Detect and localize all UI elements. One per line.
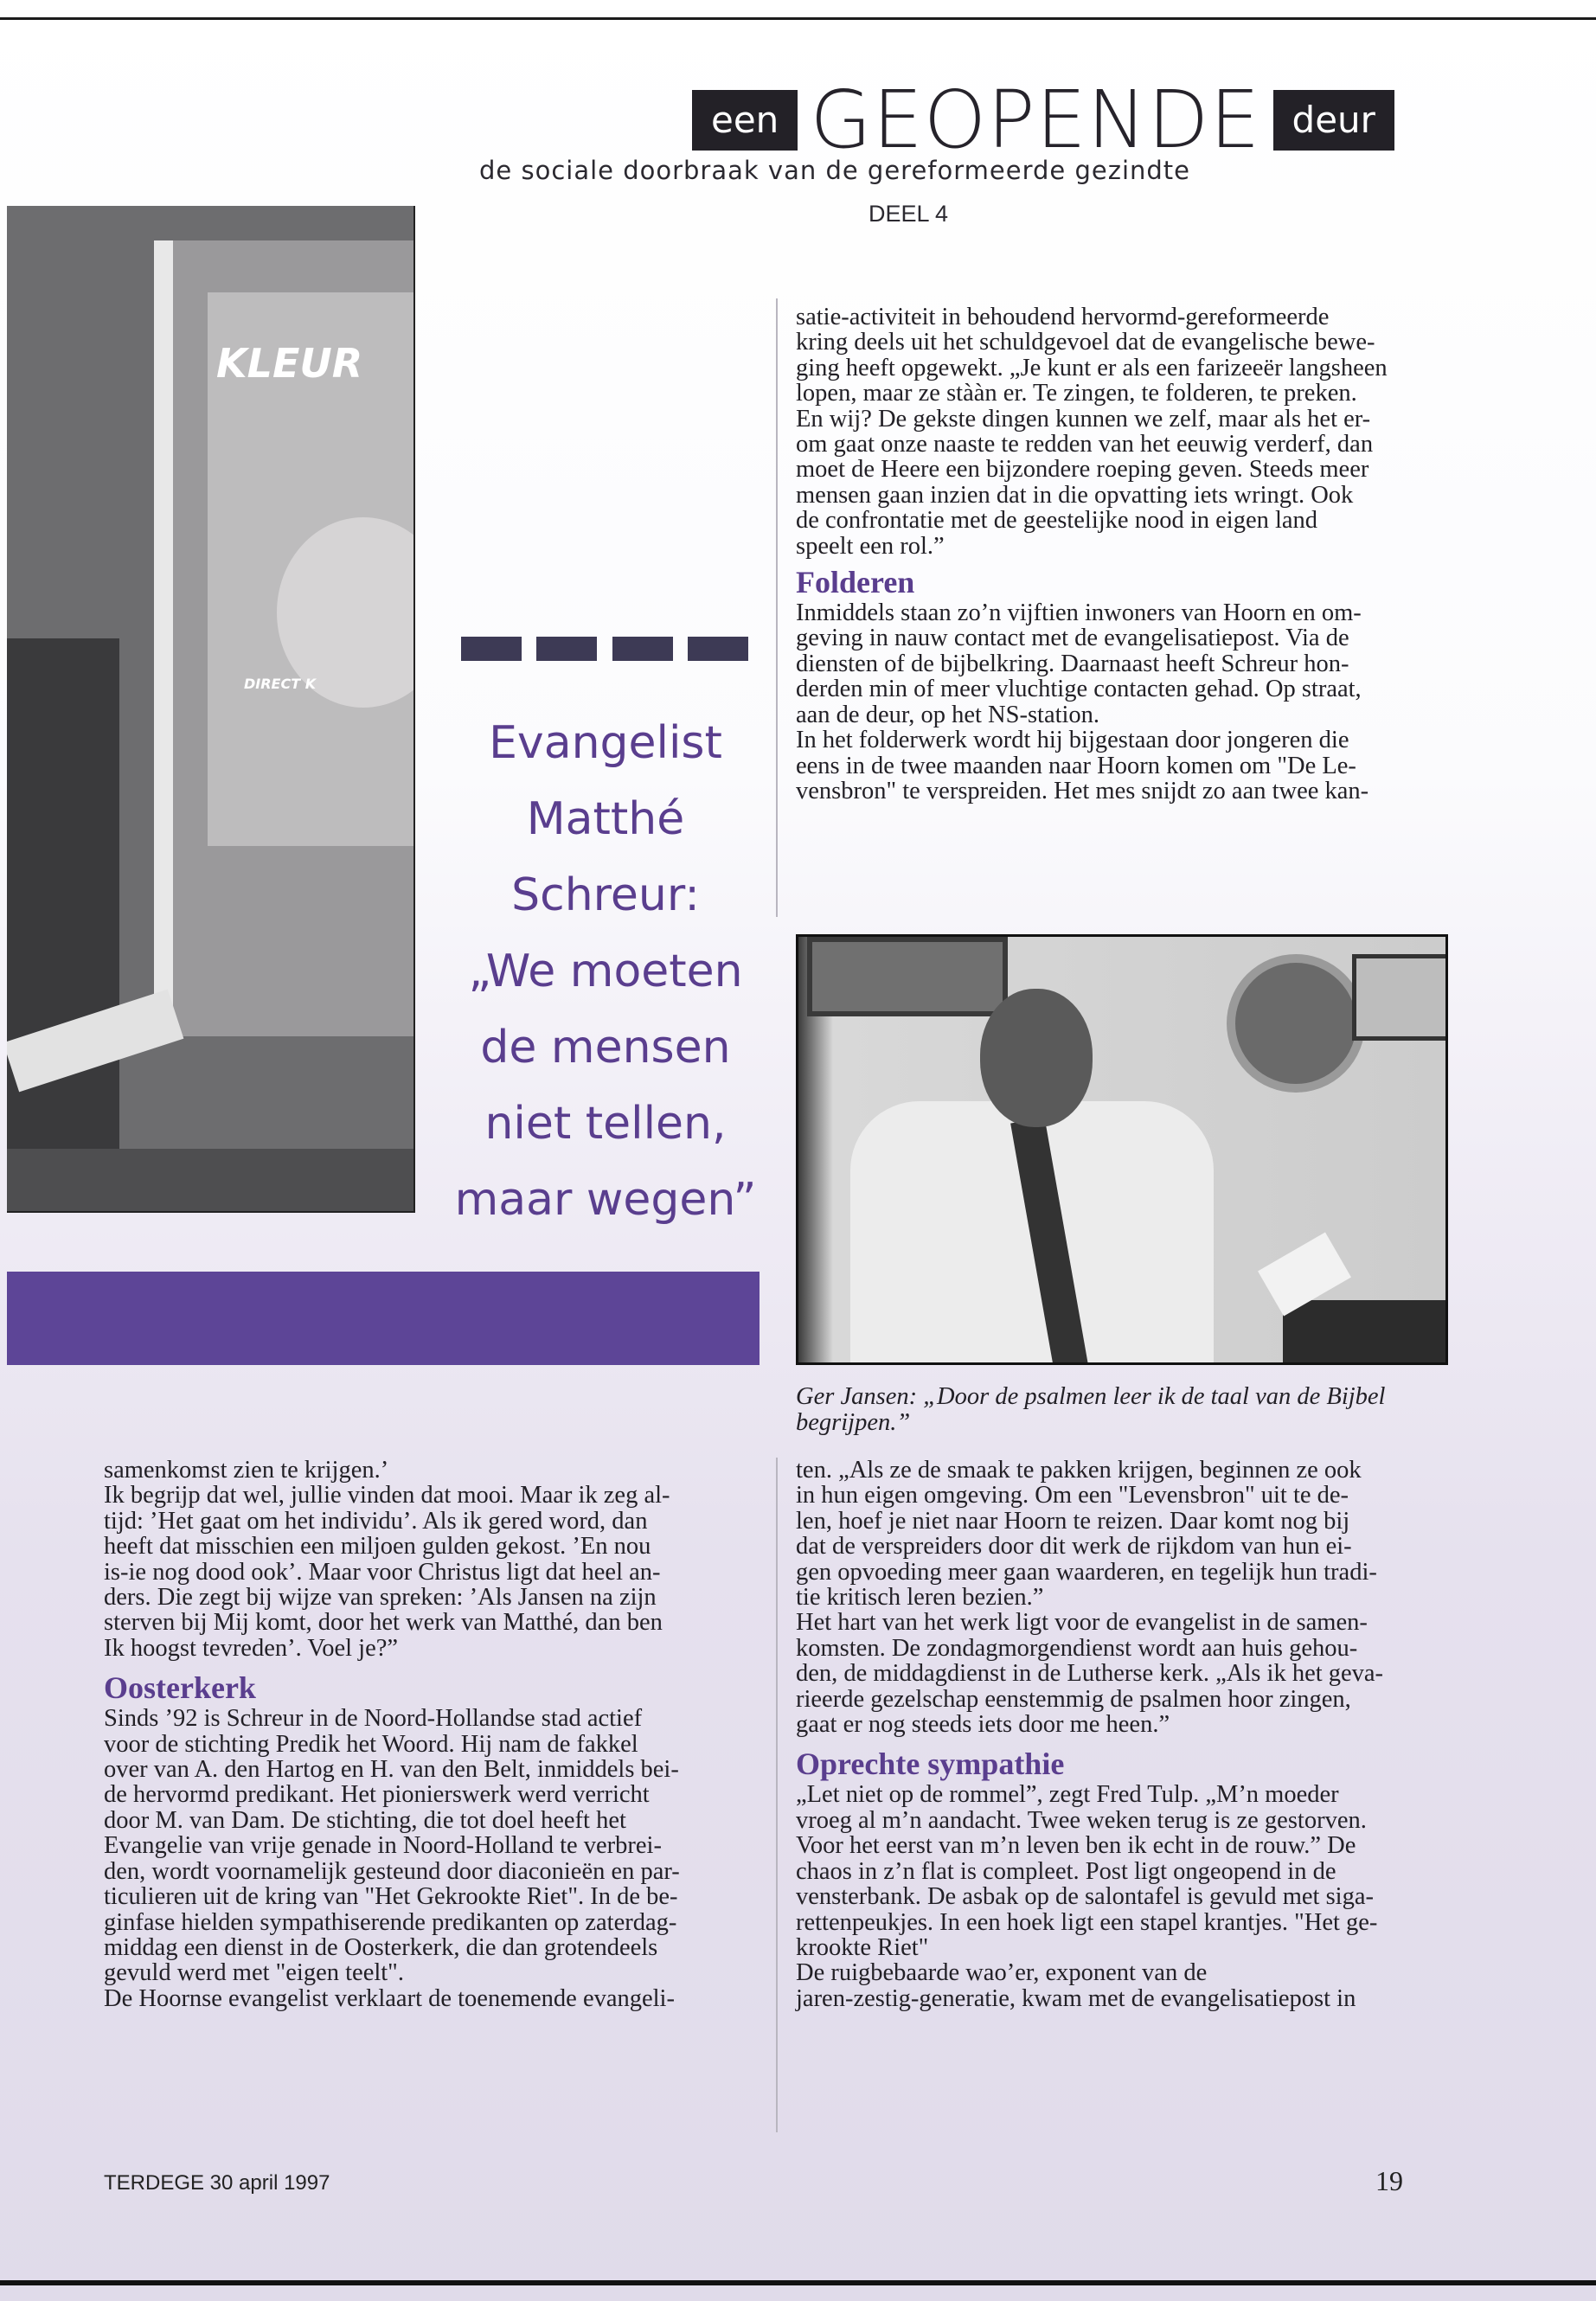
caption-line: Ger Jansen: „Door de psalmen leer ik de taal van de Bijbel [796, 1383, 1386, 1410]
bar [688, 637, 748, 661]
pull-quote [450, 705, 761, 1238]
right-column-bottom [796, 1458, 1453, 2011]
text-line: jaren-zestig-generatie, kwam met de evangelisatiepost in [796, 1984, 1356, 2012]
text-line: krookte Riet" [796, 1933, 929, 1961]
pavement [7, 1149, 413, 1211]
text-line: tijd: ’Het gaat om het individu’. Als ik gered word, dan [104, 1507, 648, 1535]
text-line: in hun eigen omgeving. Om een "Levensbron" uit te de- [796, 1482, 1349, 1509]
pull-quote-line: Schreur: [511, 869, 700, 921]
text-line: kring deels uit het schuldgevoel dat de evangelische bewe- [796, 329, 1375, 356]
shop-window [154, 240, 415, 1036]
text-line: vensbron" te verspreiden. Het mes snijdt zo aan twee kan- [796, 777, 1369, 804]
evangelist-figure [7, 638, 119, 1209]
decorative-plate [1227, 954, 1365, 1093]
pull-quote-line: niet tellen, [484, 1098, 727, 1150]
window-sign-text: KLEUR [216, 340, 363, 387]
text-line: om gaat onze naaste te redden van het eeuwig verderf, dan [796, 431, 1374, 458]
table [1283, 1300, 1447, 1362]
text-line: heeft dat misschien een miljoen gulden gekost. ’En nou [104, 1533, 651, 1561]
text-line: gevuld werd met "eigen teelt". [104, 1959, 404, 1987]
text-line: diensten of de bijbelkring. Daarnaast heeft Schreur hon- [796, 650, 1349, 677]
text-line: derden min of meer vluchtige contacten gehad. Op straat, [796, 676, 1362, 703]
text-line: voor de stichting Predik het Woord. Hij nam de fakkel [104, 1730, 638, 1758]
section-heading-oosterkerk: Oosterkerk [104, 1670, 256, 1706]
text-line: sterven bij Mij komt, door het werk van Matthé, dan ben [104, 1609, 663, 1637]
pull-quote-line: de mensen [480, 1022, 731, 1074]
text-line: len, hoef je niet naar Hoorn te reizen. Daar komt nog bij [796, 1507, 1350, 1535]
text-line: samenkomst zien te krijgen.’ [104, 1457, 389, 1484]
pull-quote-line: „We moeten [468, 945, 743, 997]
text-line: moet de Heere een bijzondere roeping geven. Steeds meer [796, 456, 1369, 484]
text-line: den, wordt voornamelijk gesteund door diaconieën en par- [104, 1857, 680, 1885]
photo-evangelist-shop-window [7, 206, 415, 1213]
text-line: door M. van Dam. De stichting, die tot doel heeft het [104, 1806, 626, 1834]
text-line: Ik hoogst tevreden’. Voel je?” [104, 1634, 399, 1662]
text-line: satie-activiteit in behoudend hervormd-gereformeerde [796, 304, 1330, 330]
text-line: eens in de twee maanden naar Hoorn komen om "De Le- [796, 752, 1356, 779]
man-head [980, 989, 1093, 1127]
text-line: is-ie nog dood ook’. Maar voor Christus ligt dat heel an- [104, 1558, 661, 1586]
decorative-bars [461, 637, 748, 661]
pull-quote-line: maar wegen” [454, 1174, 757, 1226]
masthead-deur: deur [1273, 90, 1394, 151]
text-line: mensen gaan inzien dat in die opvatting iets wringt. Ook [796, 481, 1354, 509]
text-line: ticulieren uit de kring van "Het Gekrookte Riet". In de be- [104, 1883, 678, 1911]
text-line: ten. „Als ze de smaak te pakken krijgen, beginnen ze ook [796, 1457, 1362, 1484]
text-line: De ruigbebaarde wao’er, exponent van de [796, 1959, 1208, 1987]
masthead-title: GEOPENDE [810, 74, 1261, 166]
text-line: In het folderwerk wordt hij bijgestaan door jongeren die [796, 727, 1349, 754]
text-line: „Let niet op de rommel”, zegt Fred Tulp. „M’n moeder [796, 1781, 1339, 1809]
masthead-subtitle: de sociale doorbraak van de gereformeerde gezindte [479, 156, 1190, 185]
text-line: De Hoornse evangelist verklaart de toenemende evangeli- [104, 1984, 675, 2012]
text-line: middag een dienst in de Oosterkerk, die dan grotendeels [104, 1933, 658, 1961]
footer-magazine-date: TERDEGE 30 april 1997 [104, 2171, 330, 2195]
text-line: aan de deur, op het NS-station. [796, 701, 1100, 728]
text-line: vensterbank. De asbak op de salontafel is gevuld met siga- [796, 1883, 1374, 1911]
text-line: rettenpeukjes. In een hoek ligt een stapel krantjes. "Het ge- [796, 1908, 1378, 1936]
text-line: ders. Die zegt bij wijze van spreken: ’Als Jansen na zijn [104, 1584, 657, 1612]
photo-ger-jansen-reading [796, 934, 1448, 1365]
pull-quote-line: Matthé [526, 793, 685, 845]
bar [612, 637, 673, 661]
masthead-een: een [692, 90, 798, 151]
text-line: gaat er nog steeds iets door me heen.” [796, 1711, 1170, 1739]
top-rule [0, 17, 1596, 20]
purple-band [7, 1272, 760, 1365]
text-line: speelt een rol.” [796, 532, 945, 560]
text-line: de confrontatie met de geestelijke nood in eigen land [796, 507, 1318, 535]
section-heading-oprechte-sympathie: Oprechte sympathie [796, 1747, 1065, 1782]
left-column-bottom [104, 1458, 761, 2011]
text-line: gen opvoeding meer gaan waarderen, en tegelijk hun tradi- [796, 1558, 1377, 1586]
text-line: ging heeft opgewekt. „Je kunt er als een farizeeër langsheen [796, 354, 1388, 381]
text-line: tie kritisch leren bezien.” [796, 1584, 1044, 1612]
column-rule [776, 298, 778, 917]
bottom-rule [0, 2280, 1596, 2285]
right-column-top [796, 304, 1453, 804]
text-line: dat de verspreiders door dit werk de rijkdom van hun ei- [796, 1533, 1352, 1561]
text-line: Ik begrijp dat wel, jullie vinden dat mooi. Maar ik zeg al- [104, 1482, 670, 1509]
text-line: Evangelie van vrije genade in Noord-Holland te verbrei- [104, 1832, 662, 1860]
text-line: Sinds ’92 is Schreur in de Noord-Hollandse stad actief [104, 1705, 643, 1733]
text-line: geving in nauw contact met de evangelisatiepost. Via de [796, 625, 1349, 652]
poster-text: DIRECT K [244, 676, 317, 692]
text-line: Inmiddels staan zo’n vijftien inwoners van Hoorn en om- [796, 599, 1362, 627]
text-line: vroeg al m’n aandacht. Twee weken terug is ze gestorven. [796, 1806, 1367, 1834]
column-rule [776, 1458, 778, 2132]
wall-painting [1352, 954, 1448, 1041]
text-line: den, de middagdienst in de Lutherse kerk. „Als ik het geva- [796, 1660, 1384, 1688]
wall-frame [807, 937, 1008, 1016]
text-line: over van A. den Hartog en H. van den Belt, inmiddels bei- [104, 1756, 679, 1784]
page-number: 19 [1375, 2165, 1403, 2196]
pull-quote-line: Evangelist [489, 717, 722, 769]
text-line: rieerde gezelschap eenstemmig de psalmen hoor zingen, [796, 1685, 1351, 1713]
bar [461, 637, 522, 661]
masthead [692, 74, 1394, 166]
text-line: ginfase hielden sympathiserende predikanten op zaterdag- [104, 1908, 677, 1936]
caption-line: begrijpen.” [796, 1409, 911, 1436]
text-line: chaos in z’n flat is compleet. Post ligt ongeopend in de [796, 1857, 1336, 1885]
photo-caption [796, 1384, 1436, 1436]
series-part: DEEL 4 [868, 201, 949, 227]
text-line: Het hart van het werk ligt voor de evangelist in de samen- [796, 1609, 1368, 1637]
section-heading-folderen: Folderen [796, 565, 915, 600]
text-line: lopen, maar ze stààn er. Te zingen, te folderen, te preken. [796, 380, 1357, 407]
text-line: En wij? De gekste dingen kunnen we zelf, maar als het er- [796, 405, 1371, 433]
text-line: Voor het eerst van m’n leven ben ik echt in de rouw.” De [796, 1832, 1356, 1860]
text-line: komsten. De zondagmorgendienst wordt aan huis gehou- [796, 1634, 1358, 1662]
text-line: de hervormd predikant. Het pionierswerk werd verricht [104, 1781, 650, 1809]
bar [536, 637, 597, 661]
